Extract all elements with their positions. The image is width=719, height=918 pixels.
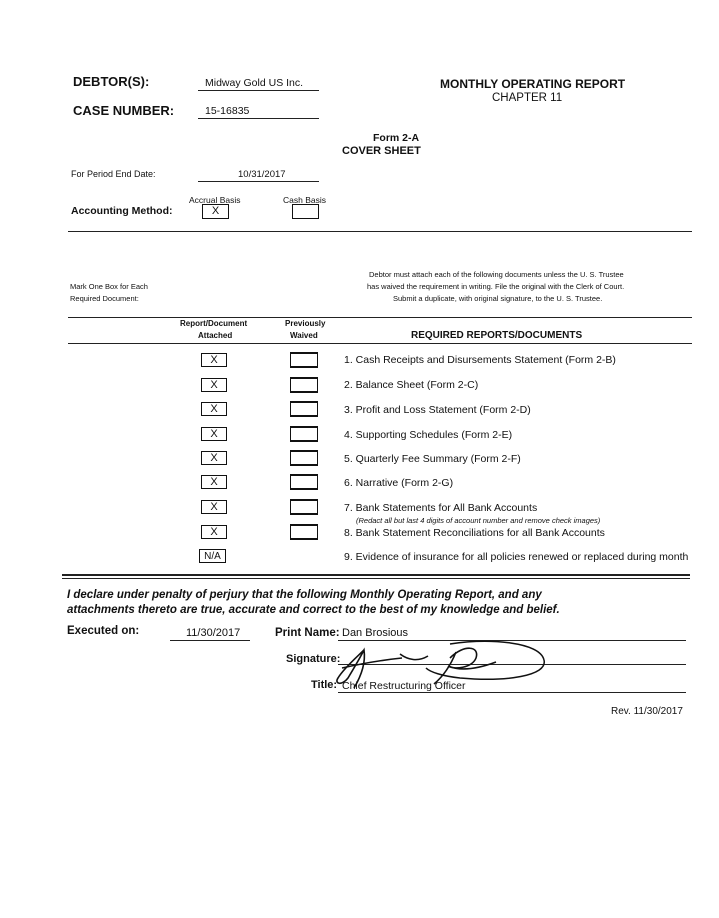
signature-label: Signature:	[286, 653, 341, 665]
row8-label: 8. Bank Statement Reconciliations for all Bank Accounts	[344, 527, 605, 539]
executed-on-label: Executed on:	[67, 625, 140, 637]
row9-attached-checkbox[interactable]: N/A	[199, 549, 226, 563]
print-name-value: Dan Brosious	[342, 627, 409, 639]
row7-attached-checkbox[interactable]: X	[201, 500, 227, 514]
title-label: Title:	[311, 679, 338, 691]
instruction-left-line2: Required Document:	[70, 294, 139, 303]
declaration-rule-top	[62, 574, 690, 576]
period-end-underline	[198, 181, 319, 182]
row4-label: 4. Supporting Schedules (Form 2-E)	[344, 429, 513, 441]
row2-attached-checkbox[interactable]: X	[201, 378, 227, 392]
col-waived-line2: Waived	[290, 331, 318, 340]
instruction-right-line1: Debtor must attach each of the following documents unless the U. S. Trustee	[369, 270, 624, 279]
table-header-rule	[68, 343, 692, 344]
print-name-label: Print Name:	[275, 627, 340, 639]
row3-waived-checkbox[interactable]	[290, 401, 318, 417]
row7-label: 7. Bank Statements for All Bank Accounts	[344, 502, 538, 514]
col-attached-line2: Attached	[198, 331, 233, 340]
row5-label: 5. Quarterly Fee Summary (Form 2-F)	[344, 453, 521, 465]
row2-waived-checkbox[interactable]	[290, 377, 318, 393]
declaration-line1: I declare under penalty of perjury that the following Monthly Operating Report, and any	[67, 589, 542, 601]
row7-waived-checkbox[interactable]	[290, 499, 318, 515]
accounting-method-label: Accounting Method:	[71, 205, 173, 217]
row2-label: 2. Balance Sheet (Form 2-C)	[344, 379, 479, 391]
row6-attached-checkbox[interactable]: X	[201, 475, 227, 489]
instruction-right-line3: Submit a duplicate, with original signature, to the U. S. Trustee.	[393, 294, 603, 303]
row3-label: 3. Profit and Loss Statement (Form 2-D)	[344, 404, 531, 416]
executed-on-underline	[170, 640, 250, 641]
row4-waived-checkbox[interactable]	[290, 426, 318, 442]
row1-attached-checkbox[interactable]: X	[201, 353, 227, 367]
row8-attached-checkbox[interactable]: X	[201, 525, 227, 539]
row5-waived-checkbox[interactable]	[290, 450, 318, 466]
col-waived-line1: Previously	[285, 319, 326, 328]
cash-basis-checkbox[interactable]	[292, 204, 319, 219]
revision-note: Rev. 11/30/2017	[611, 706, 683, 717]
declaration-line2: attachments thereto are true, accurate and correct to the best of my knowledge and belief.	[67, 604, 560, 616]
debtor-underline	[198, 90, 319, 91]
debtor-value: Midway Gold US Inc.	[205, 77, 304, 89]
instruction-right-line2: has waived the requirement in writing. File the original with the Clerk of Court.	[367, 282, 625, 291]
col-required-reports: REQUIRED REPORTS/DOCUMENTS	[411, 330, 583, 341]
case-number-label: CASE NUMBER:	[73, 103, 175, 118]
row7-redaction-note: (Redact all but last 4 digits of account number and remove check images)	[356, 516, 601, 525]
row3-attached-checkbox[interactable]: X	[201, 402, 227, 416]
table-top-rule	[68, 317, 692, 318]
row1-label: 1. Cash Receipts and Disursements Statement (Form 2-B)	[344, 354, 616, 366]
section-divider	[68, 231, 692, 232]
accrual-basis-checkbox[interactable]: X	[202, 204, 229, 219]
debtor-label: DEBTOR(S):	[73, 74, 150, 89]
form-number: Form 2-A	[373, 132, 420, 144]
form-title: COVER SHEET	[342, 145, 421, 157]
declaration-rule-bottom	[62, 578, 690, 579]
chapter-label: CHAPTER 11	[492, 92, 563, 104]
row6-waived-checkbox[interactable]	[290, 474, 318, 490]
case-number-underline	[198, 118, 319, 119]
instruction-left-line1: Mark One Box for Each	[70, 282, 148, 291]
row6-label: 6. Narrative (Form 2-G)	[344, 477, 454, 489]
cash-basis-label: Cash Basis	[283, 195, 326, 205]
title-underline	[338, 692, 686, 693]
row4-attached-checkbox[interactable]: X	[201, 427, 227, 441]
row5-attached-checkbox[interactable]: X	[201, 451, 227, 465]
title-value: Chief Restructuring Officer	[342, 680, 466, 692]
executed-on-value: 11/30/2017	[186, 627, 241, 639]
row8-waived-checkbox[interactable]	[290, 524, 318, 540]
row1-waived-checkbox[interactable]	[290, 352, 318, 368]
period-end-value: 10/31/2017	[238, 169, 286, 180]
row9-label: 9. Evidence of insurance for all policies renewed or replaced during month	[344, 551, 689, 563]
col-attached-line1: Report/Document	[180, 319, 248, 328]
case-number-value: 15-16835	[205, 105, 250, 117]
report-title: MONTHLY OPERATING REPORT	[440, 77, 626, 91]
accrual-basis-label: Accrual Basis	[189, 195, 241, 205]
period-end-label: For Period End Date:	[71, 169, 156, 179]
